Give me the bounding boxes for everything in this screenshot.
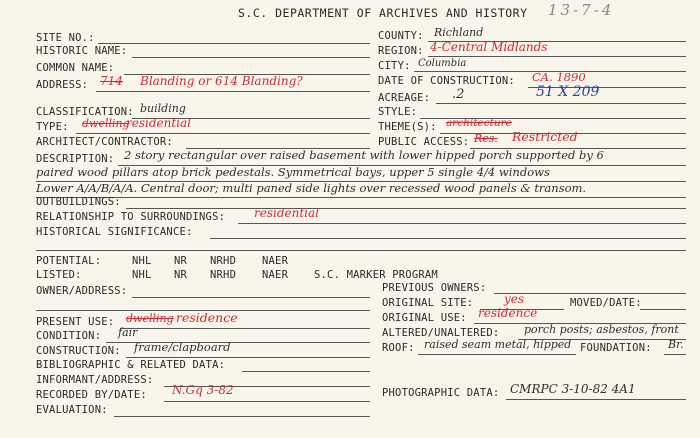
relationship-line [238,223,686,224]
construction-line [126,357,370,358]
altered-label: ALTERED/UNALTERED: [382,327,500,339]
informant-label: INFORMANT/ADDRESS: [36,374,154,386]
relationship-label: RELATIONSHIP TO SURROUNDINGS: [36,211,226,223]
potential-nhl: NHL [132,255,152,267]
listed-nhl: NHL [132,269,152,281]
site-no-label: SITE NO.: [36,32,95,44]
listed-nrhd: NRHD [210,269,237,281]
date-construction-value: CA. 1890 [532,70,586,84]
common-name-label: COMMON NAME: [36,62,115,74]
recorded-label: RECORDED BY/DATE: [36,389,147,401]
potential-label: POTENTIAL: [36,255,102,267]
marker-program-label: S.C. MARKER PROGRAM [314,269,438,281]
acreage-line [436,103,686,104]
theme-struck-value: architecture [446,117,512,129]
bibliographic-line [242,371,370,372]
condition-label: CONDITION: [36,330,102,342]
description-line1: 2 story rectangular over raised basement with lower hipped porch supported by 6 [124,148,604,162]
bibliographic-label: BIBLIOGRAPHIC & RELATED DATA: [36,359,226,371]
public-access-value: Restricted [512,129,578,144]
region-line [428,56,686,57]
description-line2: paired wood pillars atop brick pedestals. Symmetrical bays, upper 5 single 4/4 windows [36,165,550,179]
present-use-value: residence [176,310,238,325]
description-label: DESCRIPTION: [36,153,115,165]
site-no-line [98,43,370,44]
potential-nr: NR [174,255,188,267]
listed-label: LISTED: [36,269,82,281]
foundation-label: FOUNDATION: [580,342,652,354]
acreage-label: ACREAGE: [378,92,431,104]
classification-value: building [140,102,186,115]
description-line3: Lower A/A/B/A/A. Central door; multi paned side lights over recessed wood panels & transom. [36,181,587,195]
moved-date-label: MOVED/DATE: [570,297,642,309]
original-use-label: ORIGINAL USE: [382,312,467,324]
altered-value: porch posts; asbestos, front [524,323,679,336]
previous-owners-label: PREVIOUS OWNERS: [382,282,487,294]
photographic-value: CMRPC 3-10-82 4A1 [510,382,636,396]
construction-label: CONSTRUCTION: [36,345,121,357]
type-label: TYPE: [36,121,69,133]
theme-label: THEME(S): [378,121,437,133]
county-value: Richland [434,26,484,39]
style-label: STYLE: [378,106,418,118]
roof-value: raised seam metal, hipped [424,338,572,351]
historic-name-line [132,57,370,58]
evaluation-line [114,416,370,417]
card-number: 13-7-4 [548,1,615,19]
recorded-line [164,401,370,402]
card-title: S.C. DEPARTMENT OF ARCHIVES AND HISTORY [238,6,528,20]
photographic-label: PHOTOGRAPHIC DATA: [382,387,500,399]
listed-naer: NAER [262,269,289,281]
region-label: REGION: [378,45,424,57]
description-rule-3 [36,197,686,198]
potential-nrhd: NRHD [210,255,237,267]
county-label: COUNTY: [378,30,424,42]
foundation-value: Br. [668,338,684,351]
historic-name-label: HISTORIC NAME: [36,45,128,57]
public-access-struck-value: Res. [474,132,498,145]
date-construction-label: DATE OF CONSTRUCTION: [378,75,515,87]
blank-rule [36,250,686,251]
original-site-label: ORIGINAL SITE: [382,297,474,309]
address-value: Blanding or 614 Blanding? [140,74,303,88]
type-value: residential [126,116,191,130]
city-label: CITY: [378,60,411,72]
potential-naer: NAER [262,255,289,267]
evaluation-label: EVALUATION: [36,404,108,416]
type-line [76,133,370,134]
outbuildings-label: OUTBUILDINGS: [36,196,121,208]
photographic-line [506,399,686,400]
original-site-value: yes [504,292,525,306]
architect-label: ARCHITECT/CONTRACTOR: [36,136,173,148]
address-label: ADDRESS: [36,79,89,91]
relationship-value: residential [254,206,319,220]
original-use-value: residence [478,306,538,320]
recorded-value: N.Gq 3-82 [172,383,234,397]
roof-line [418,354,576,355]
address-line [96,91,370,92]
type-struck-value: dwelling [82,117,130,130]
present-use-label: PRESENT USE: [36,316,115,328]
listed-nr: NR [174,269,188,281]
acreage-dims: 51 X 209 [536,84,600,100]
present-use-struck-value: dwelling [126,312,174,325]
classification-label: CLASSIFICATION: [36,106,134,118]
roof-label: ROOF: [382,342,415,354]
historical-significance-line [210,238,686,239]
owner-address-label: OWNER/ADDRESS: [36,285,128,297]
owner-address-line [132,297,370,298]
address-struck-value: 714 [100,74,123,88]
outbuildings-line [126,208,686,209]
city-value: Columbia [418,58,467,69]
construction-value: frame/clapboard [134,340,231,354]
acreage-value: .2 [452,87,465,102]
foundation-line [664,354,686,355]
condition-value: fair [118,326,138,339]
region-value: 4-Central Midlands [430,40,548,54]
present-use-line [120,328,370,329]
moved-date-line [640,309,686,310]
historical-significance-label: HISTORICAL SIGNIFICANCE: [36,226,193,238]
public-access-label: PUBLIC ACCESS: [378,136,470,148]
